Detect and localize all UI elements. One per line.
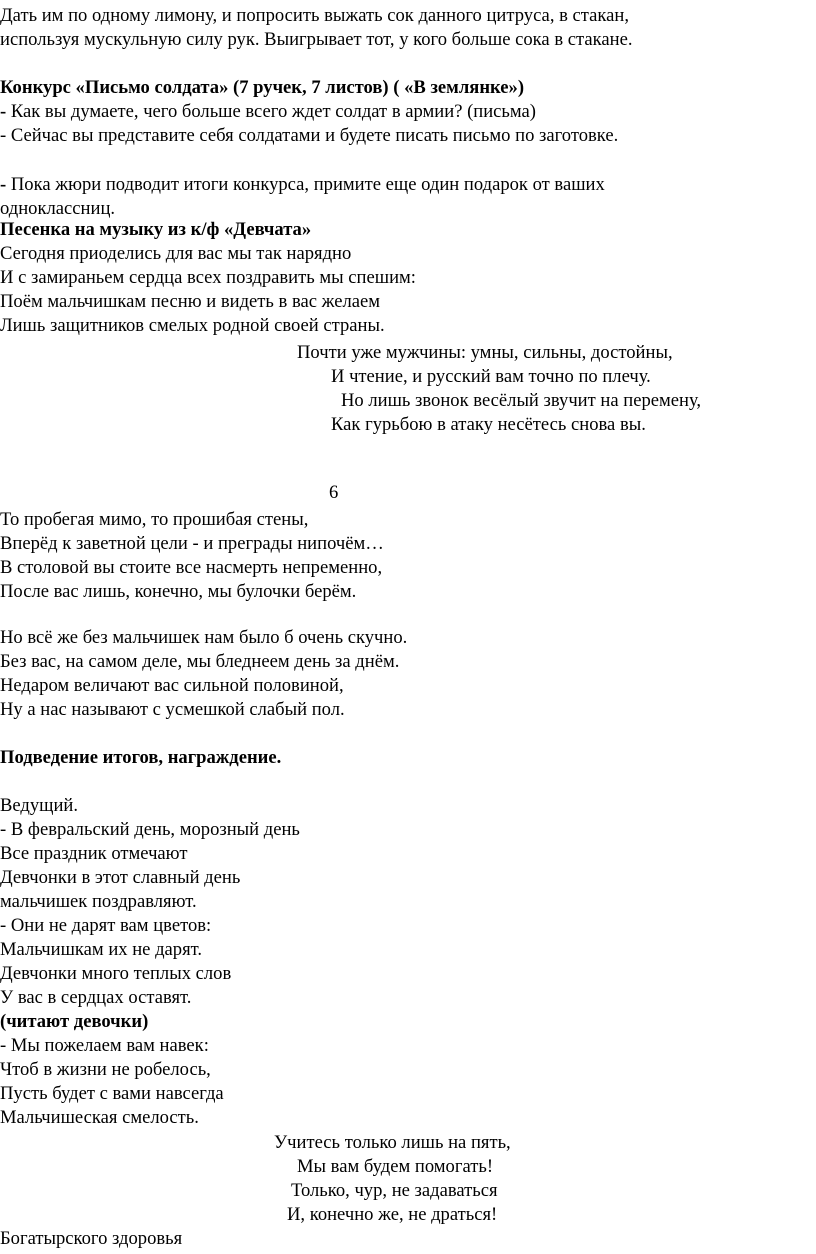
question: Как вы думаете, чего больше всего ждет солдат в армии? (письма): [10, 101, 536, 122]
poem-line: Пусть будет с вами навсегда: [0, 1083, 224, 1104]
poem-line: Чтоб в жизни не робелось,: [0, 1059, 211, 1080]
poem-line: Без вас, на самом деле, мы бледнеем день за днём.: [0, 651, 400, 672]
poem-line: Все праздник отмечают: [0, 843, 188, 864]
poem-line: Ну а нас называют с усмешкой слабый пол.: [0, 699, 345, 720]
results-heading: Подведение итогов, награждение.: [0, 747, 282, 768]
dash: -: [0, 101, 11, 122]
text-line: [0, 173, 605, 197]
poem-line: - Они не дарят вам цветов:: [0, 915, 212, 936]
poem-line: Девчонки много теплых слов: [0, 963, 232, 984]
poem-line: Вперёд к заветной цели - и преграды нипочём…: [0, 533, 384, 554]
jury-text: Пока жюри подводит итоги конкурса, примите еще один подарок от ваших: [10, 174, 605, 195]
poem-line: Недаром величают вас сильной половиной,: [0, 675, 344, 696]
poem-line: Но лишь звонок весёлый звучит на перемену,: [341, 390, 702, 411]
poem-line: мальчишек поздравляют.: [0, 891, 197, 912]
text-line: Дать им по одному лимону, и попросить выжать сок данного цитруса, в стакан,: [0, 5, 629, 26]
poem-line: У вас в сердцах оставят.: [0, 987, 192, 1008]
poem-line: Лишь защитников смелых родной своей страны.: [0, 315, 385, 336]
poem-line: Но всё же без мальчишек нам было б очень скучно.: [0, 627, 408, 648]
poem-line: И, конечно же, не драться!: [287, 1204, 498, 1225]
poem-line: И чтение, и русский вам точно по плечу.: [331, 366, 651, 387]
text-line: [0, 100, 536, 124]
text-line: - Сейчас вы представите себя солдатами и будете писать письмо по заготовке.: [0, 125, 619, 146]
poem-line: После вас лишь, конечно, мы булочки берём.: [0, 581, 357, 602]
poem-line: Девчонки в этот славный день: [0, 867, 241, 888]
page-number: 6: [329, 482, 339, 503]
poem-line: Мальчишеская смелость.: [0, 1107, 199, 1128]
poem-line: То пробегая мимо, то прошибая стены,: [0, 509, 309, 530]
poem-line: - В февральский день, морозный день: [0, 819, 300, 840]
poem-line: Мы вам будем помогать!: [297, 1156, 494, 1177]
text-line: используя мускульную силу рук. Выигрывает тот, у кого больше сока в стакане.: [0, 29, 633, 50]
host-label: Ведущий.: [0, 795, 79, 816]
poem-line: Учитесь только лишь на пять,: [274, 1132, 511, 1153]
poem-line: Поём мальчишкам песню и видеть в вас желаем: [0, 291, 381, 312]
poem-line: Сегодня приоделись для вас мы так нарядно: [0, 243, 352, 264]
dash: -: [0, 174, 11, 195]
poem-line: Мальчишкам их не дарят.: [0, 939, 203, 960]
poem-line: И с замираньем сердца всех поздравить мы спешим:: [0, 267, 416, 288]
contest-heading: Конкурс «Письмо солдата» (7 ручек, 7 листов) ( «В землянке»): [0, 77, 525, 98]
stage-direction: (читают девочки): [0, 1011, 149, 1032]
poem-line: Как гурьбою в атаку несётесь снова вы.: [331, 414, 646, 435]
poem-line: В столовой вы стоите все насмерть непременно,: [0, 557, 383, 578]
poem-line: Только, чур, не задаваться: [291, 1180, 498, 1201]
poem-line: Богатырского здоровья: [0, 1228, 183, 1249]
text-line: одноклассниц.: [0, 198, 116, 219]
poem-line: Почти уже мужчины: умны, сильны, достойны,: [297, 342, 673, 363]
song-heading: Песенка на музыку из к/ф «Девчата»: [0, 219, 312, 240]
poem-line: - Мы пожелаем вам навек:: [0, 1035, 209, 1056]
